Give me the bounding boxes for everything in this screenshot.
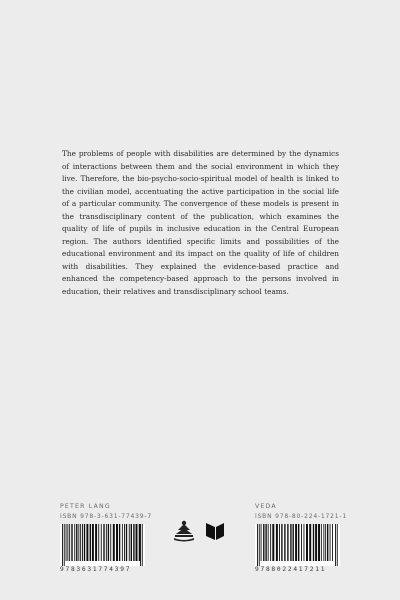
barcode-bars-right <box>257 524 338 566</box>
publisher-block-left <box>60 503 152 574</box>
tree-emblem-icon <box>172 520 196 547</box>
veda-book-logo-icon <box>205 521 225 546</box>
barcode-left <box>60 524 145 566</box>
publisher-block-right <box>255 503 347 574</box>
isbn-left: ISBN 978-3-631-77439-7 <box>60 513 152 520</box>
barcode-digits-right: 9788022417211 <box>255 566 327 573</box>
back-cover-blurb: The problems of people with disabilities are determined by the dynamics of interactions between them and the social environment in which they live. Therefore, the bio-psycho-socio-spiritual model of health is linked to the civilian model, accentuating the active participation in the social life of a particular community. The convergence of these models is present in the transdisciplinary content of the publication, which examines the quality of life of pupils in inclusive education in the Central European region. The authors identified specific limits and possibilities of the educational environment and its impact on the quality of life of children with disabilities. They explained the evidence-based practice and enhanced the competency-based approach to the persons involved in education, their relatives and transdisciplinary school teams. <box>62 149 339 296</box>
isbn-right: ISBN 978-80-224-1721-1 <box>255 513 347 520</box>
publisher-name-right: VEDA <box>255 503 277 510</box>
barcode-digits-left: 9783631774397 <box>60 566 132 573</box>
barcode-right <box>255 524 340 566</box>
publisher-name-left: PETER LANG <box>60 503 111 510</box>
barcode-bars-left <box>62 524 143 566</box>
